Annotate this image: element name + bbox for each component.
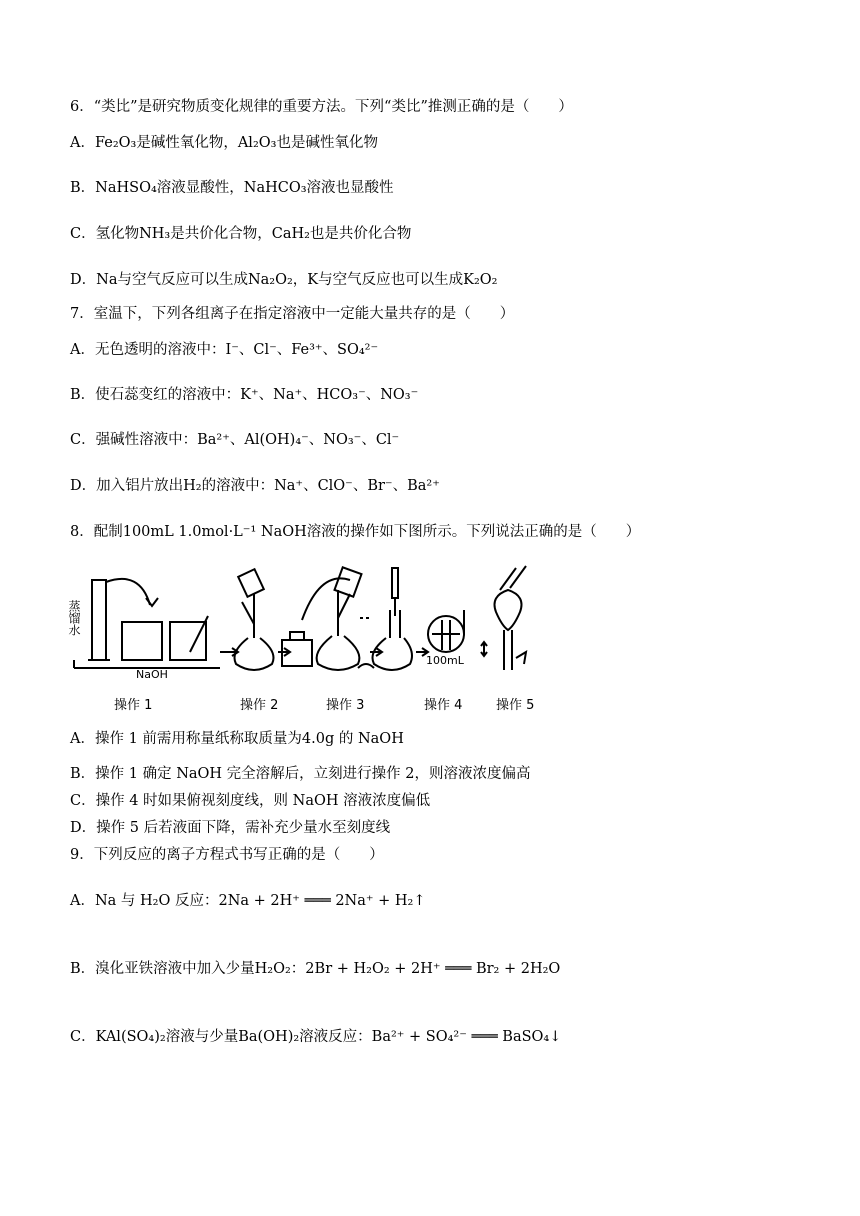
q7-option-b: B．使石蕊变红的溶液中：K⁺、Na⁺、HCO₃⁻、NO₃⁻ [70, 387, 419, 403]
q7-stem: 7．室温下，下列各组离子在指定溶液中一定能大量共存的是（ ） [70, 306, 515, 322]
q7-option-d: D．加入铝片放出H₂的溶液中：Na⁺、ClO⁻、Br⁻、Ba²⁺ [70, 478, 440, 494]
q9-option-b: B．溴化亚铁溶液中加入少量H₂O₂：2Br + H₂O₂ + 2H⁺ ═══ Br₂ + 2H₂O [70, 961, 561, 977]
q6-option-b: B．NaHSO₄溶液显酸性，NaHCO₃溶液也显酸性 [70, 180, 394, 196]
q6-option-d: D．Na与空气反应可以生成Na₂O₂，K与空气反应也可以生成K₂O₂ [70, 272, 498, 288]
label-water: 蒸馏水 [67, 600, 81, 636]
q9-option-a: A．Na 与 H₂O 反应：2Na + 2H⁺ ═══ 2Na⁺ + H₂↑ [70, 893, 426, 909]
q8-option-d: D．操作 5 后若液面下降，需补充少量水至刻度线 [70, 820, 391, 836]
q6-stem: 6．“类比”是研究物质变化规律的重要方法。下列“类比”推测正确的是（ ） [70, 99, 573, 115]
q9-stem: 9．下列反应的离子方程式书写正确的是（ ） [70, 847, 384, 863]
op4-label: 操作 4 [424, 698, 463, 713]
q6-option-a: A．Fe₂O₃是碱性氧化物，Al₂O₃也是碱性氧化物 [70, 135, 378, 151]
q7-option-c: C．强碱性溶液中：Ba²⁺、Al(OH)₄⁻、NO₃⁻、Cl⁻ [70, 432, 400, 448]
op1-label: 操作 1 [114, 698, 153, 713]
label-100ml: 100mL [426, 654, 464, 667]
label-naoh: NaOH [136, 668, 168, 681]
q8-option-c: C．操作 4 时如果俯视刻度线，则 NaOH 溶液浓度偏低 [70, 793, 431, 809]
q8-option-b: B．操作 1 确定 NaOH 完全溶解后，立刻进行操作 2，则溶液浓度偏高 [70, 766, 531, 782]
q8-option-a: A．操作 1 前需用称量纸称取质量为4.0g 的 NaOH [70, 731, 404, 747]
op5-label: 操作 5 [496, 698, 535, 713]
op3-label: 操作 3 [326, 698, 365, 713]
q8-stem: 8．配制100mL 1.0mol·L⁻¹ NaOH溶液的操作如下图所示。下列说法正确的是（ ） [70, 524, 641, 540]
op2-label: 操作 2 [240, 698, 279, 713]
q6-option-c: C．氢化物NH₃是共价化合物，CaH₂也是共价化合物 [70, 226, 412, 242]
q7-option-a: A．无色透明的溶液中：I⁻、Cl⁻、Fe³⁺、SO₄²⁻ [70, 342, 379, 358]
q9-option-c: C．KAl(SO₄)₂溶液与少量Ba(OH)₂溶液反应：Ba²⁺ + SO₄²⁻ ═══ BaSO₄↓ [70, 1029, 562, 1045]
